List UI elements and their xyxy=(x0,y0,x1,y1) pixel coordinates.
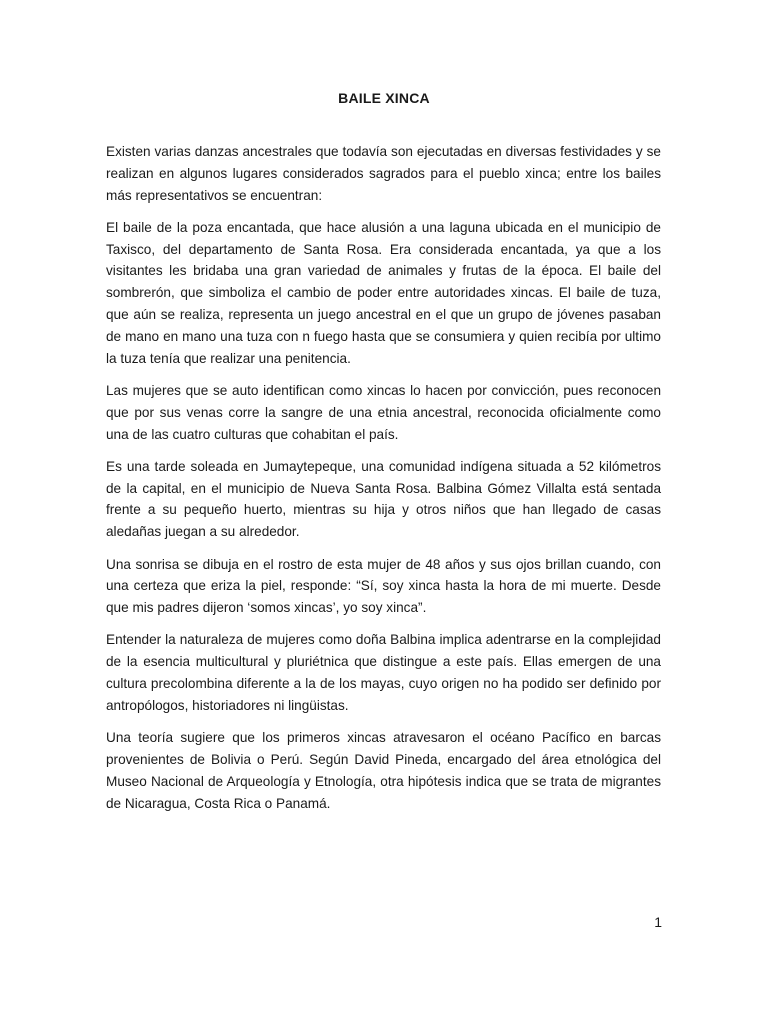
document-title: BAILE XINCA xyxy=(338,90,430,106)
paragraph-entender: Entender la naturaleza de mujeres como doña Balbina implica adentrarse en la complejidad de la esencia multicultural y pluriétnica que distingue a este país. Ellas emergen de una cultura precolombina diferente a la de los mayas, cuyo origen no ha podido ser definido por antropólogos, historiadores ni lingüistas. xyxy=(106,632,661,713)
paragraph-teoria: Una teoría sugiere que los primeros xincas atravesaron el océano Pacífico en barcas provenientes de Bolivia o Perú. Según David Pineda, encargado del área etnológica del Museo Nacional de Arqueología y Etnología, otra hipótesis indica que se trata de migrantes de Nicaragua, Costa Rica o Panamá. xyxy=(106,730,661,811)
paragraph-intro: Existen varias danzas ancestrales que todavía son ejecutadas en diversas festividades y se realizan en algunos lugares considerados sagrados para el pueblo xinca; entre los bailes más representativos se encuentran: xyxy=(106,144,661,203)
paragraph-jumaytepeque: Es una tarde soleada en Jumaytepeque, una comunidad indígena situada a 52 kilómetros de la capital, en el municipio de Nueva Santa Rosa. Balbina Gómez Villalta está sentada frente a su pequeño huerto, mientras su hija y otros niños que han llegado de casas aledañas juegan a su alrededor. xyxy=(106,458,661,540)
document-body xyxy=(106,141,661,825)
paragraph-sonrisa: Una sonrisa se dibuja en el rostro de esta mujer de 48 años y sus ojos brillan cuando, con una certeza que eriza la piel, responde: “Sí, soy xinca hasta la hora de mi muerte. Desde que mis padres dijeron ‘somos xincas’, yo soy xinca”. xyxy=(106,556,661,616)
paragraph-mujeres: Las mujeres que se auto identifican como xincas lo hacen por convicción, pues reconocen que por sus venas corre la sangre de una etnia ancestral, reconocida oficialmente como una de las cuatro culturas que cohabitan el país. xyxy=(106,382,661,442)
paragraph-bailes: El baile de la poza encantada, que hace alusión a una laguna ubicada en el municipio de Taxisco, del departamento de Santa Rosa. Era considerada encantada, ya que a los visitantes les bridaba una gran variedad de animales y frutas de la época. El baile del sombrerón, que simboliza el cambio de poder entre autoridades xincas. El baile de tuza, que aún se realiza, representa un juego ancestral en el que un grupo de jóvenes pasaban de mano en mano una tuza con n fuego hasta que se consumiera y quien recibía por ultimo la tuza tenía que realizar una penitencia. xyxy=(106,219,661,366)
page-number: 1 xyxy=(654,914,662,930)
